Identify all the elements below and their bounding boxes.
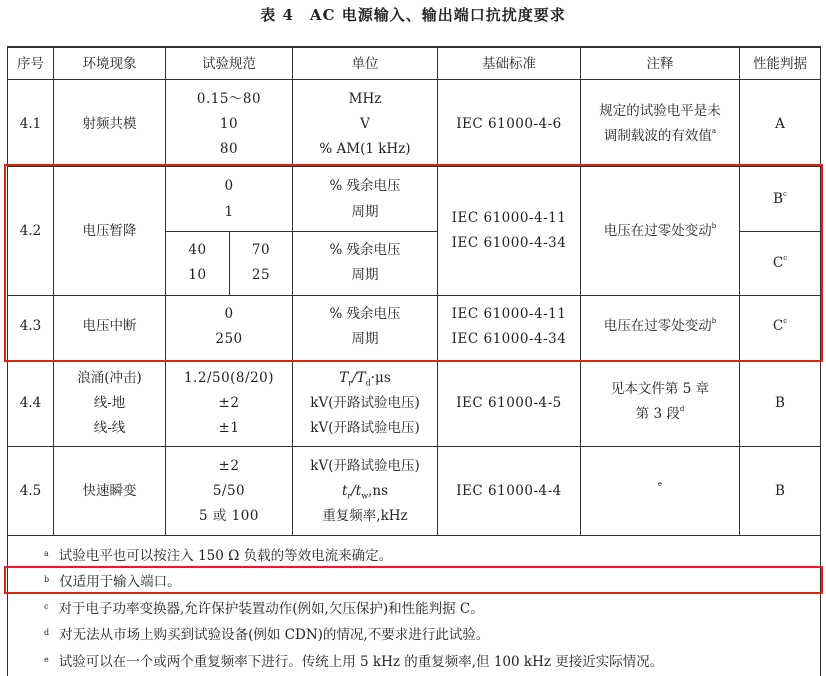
criterion: $B^c$ (773, 190, 787, 207)
row-number: 4.3 (19, 318, 42, 334)
unit-value: % 残余电压 (329, 306, 401, 322)
unit-value: $t_r/t_w,ns$ (341, 483, 389, 501)
unit-value: $T_r/T_d\cdot\mu s$ (339, 370, 391, 388)
note-line: 电压在过零处变动$^b$ (603, 222, 717, 239)
spec-value: 5/50 (212, 483, 246, 499)
criterion: A (775, 116, 785, 132)
phenomenon: 浪涌(冲击) (77, 370, 142, 386)
row-divider (7, 535, 821, 536)
spec-value: 10 (188, 267, 207, 283)
standard: IEC 61000-4-6 (456, 116, 562, 132)
spec-value: 25 (251, 267, 271, 283)
phenomenon: 电压暂降 (82, 223, 137, 239)
highlight-box-rows (4, 164, 823, 362)
spec-value: 0 (224, 178, 234, 194)
spec-value: ±1 (218, 420, 240, 436)
highlight-box-footnote (4, 566, 823, 594)
note-line: 调制载波的有效值$^a$ (603, 127, 717, 144)
standard: IEC 61000-4-5 (456, 395, 562, 411)
phenomenon: 快速瞬变 (82, 483, 137, 499)
note-line: 见本文件第 5 章 (610, 381, 710, 397)
spec-value: 5 或 100 (199, 508, 259, 524)
footnote: $^c$ 对于电子功率变换器,允许保护装置动作(例如,欠压保护)和性能判据 C。 (44, 601, 484, 617)
standard: IEC 61000-4-4 (456, 483, 562, 499)
spec-value: 1.2/50(8/20) (183, 370, 275, 386)
header-no: 序号 (17, 56, 44, 72)
unit-value: 周期 (351, 331, 379, 347)
note-line: 规定的试验电平是未 (599, 103, 721, 119)
note-line: 第 3 段$^d$ (635, 405, 685, 422)
spec-value: 1 (224, 204, 234, 220)
standard: IEC 61000-4-11 (451, 306, 567, 322)
footnote: $^a$ 试验电平也可以按注入 150 Ω 负载的等效电流来确定。 (44, 548, 393, 564)
spec-value: ±2 (218, 395, 240, 411)
note-line: 电压在过零处变动$^b$ (603, 317, 717, 334)
unit-value: kV(开路试验电压) (310, 420, 420, 436)
unit-value: % 残余电压 (329, 178, 401, 194)
row-number: 4.1 (19, 116, 42, 132)
header-standard: 基础标准 (482, 56, 536, 72)
criterion: B (775, 483, 785, 499)
unit-value: kV(开路试验电压) (310, 395, 420, 411)
header-criterion: 性能判据 (753, 56, 807, 72)
unit-value: 周期 (351, 204, 379, 220)
spec-value: 0.15～80 (196, 91, 262, 107)
row-divider (7, 446, 821, 447)
note-line: e (657, 480, 663, 488)
footnote: $^d$ 对无法从市场上购买到试验设备(例如 CDN)的情况,不要求进行此试验。 (44, 627, 490, 643)
header-phenomenon: 环境现象 (82, 56, 137, 72)
header-note: 注释 (646, 56, 674, 72)
footnote: $^e$ 试验可以在一个或两个重复频率下进行。传统上用 5 kHz 的重复频率,但 100 kHz 更接近实际情况。 (44, 654, 664, 670)
table-title: 表 4 AC 电源输入、输出端口抗扰度要求 (260, 6, 566, 24)
spec-value: 250 (215, 331, 243, 347)
spec-value: 70 (251, 242, 271, 258)
unit-value: 重复频率,kHz (322, 508, 408, 524)
table-border-top (7, 46, 821, 48)
unit-value: V (360, 116, 370, 132)
phenomenon: 射频共模 (82, 116, 137, 132)
row-number: 4.2 (19, 223, 42, 239)
unit-value: kV(开路试验电压) (310, 458, 420, 474)
footnote: $^b$ 仅适用于输入端口。 (44, 574, 181, 590)
spec-value: 10 (219, 116, 239, 132)
header-spec: 试验规范 (202, 56, 256, 72)
phenomenon: 线-地 (93, 395, 126, 411)
criterion: B (775, 395, 785, 411)
header-divider (7, 79, 821, 80)
row-number: 4.5 (19, 483, 42, 499)
header-unit: 单位 (351, 56, 379, 72)
criterion: $C^c$ (772, 254, 788, 271)
phenomenon: 线-线 (93, 420, 126, 436)
phenomenon: 电压中断 (82, 318, 137, 334)
spec-value: ±2 (218, 458, 240, 474)
unit-value: 周期 (351, 267, 379, 283)
spec-value: 0 (224, 306, 234, 322)
spec-value: 80 (219, 141, 239, 157)
criterion: $C^c$ (772, 317, 788, 334)
row-number: 4.4 (19, 395, 42, 411)
unit-value: % 残余电压 (329, 242, 401, 258)
unit-value: MHz (348, 91, 382, 107)
standard: IEC 61000-4-34 (451, 331, 567, 347)
standard: IEC 61000-4-34 (451, 235, 567, 251)
unit-value: % AM(1 kHz) (319, 141, 411, 157)
spec-value: 40 (188, 242, 207, 258)
standard: IEC 61000-4-11 (451, 210, 567, 226)
